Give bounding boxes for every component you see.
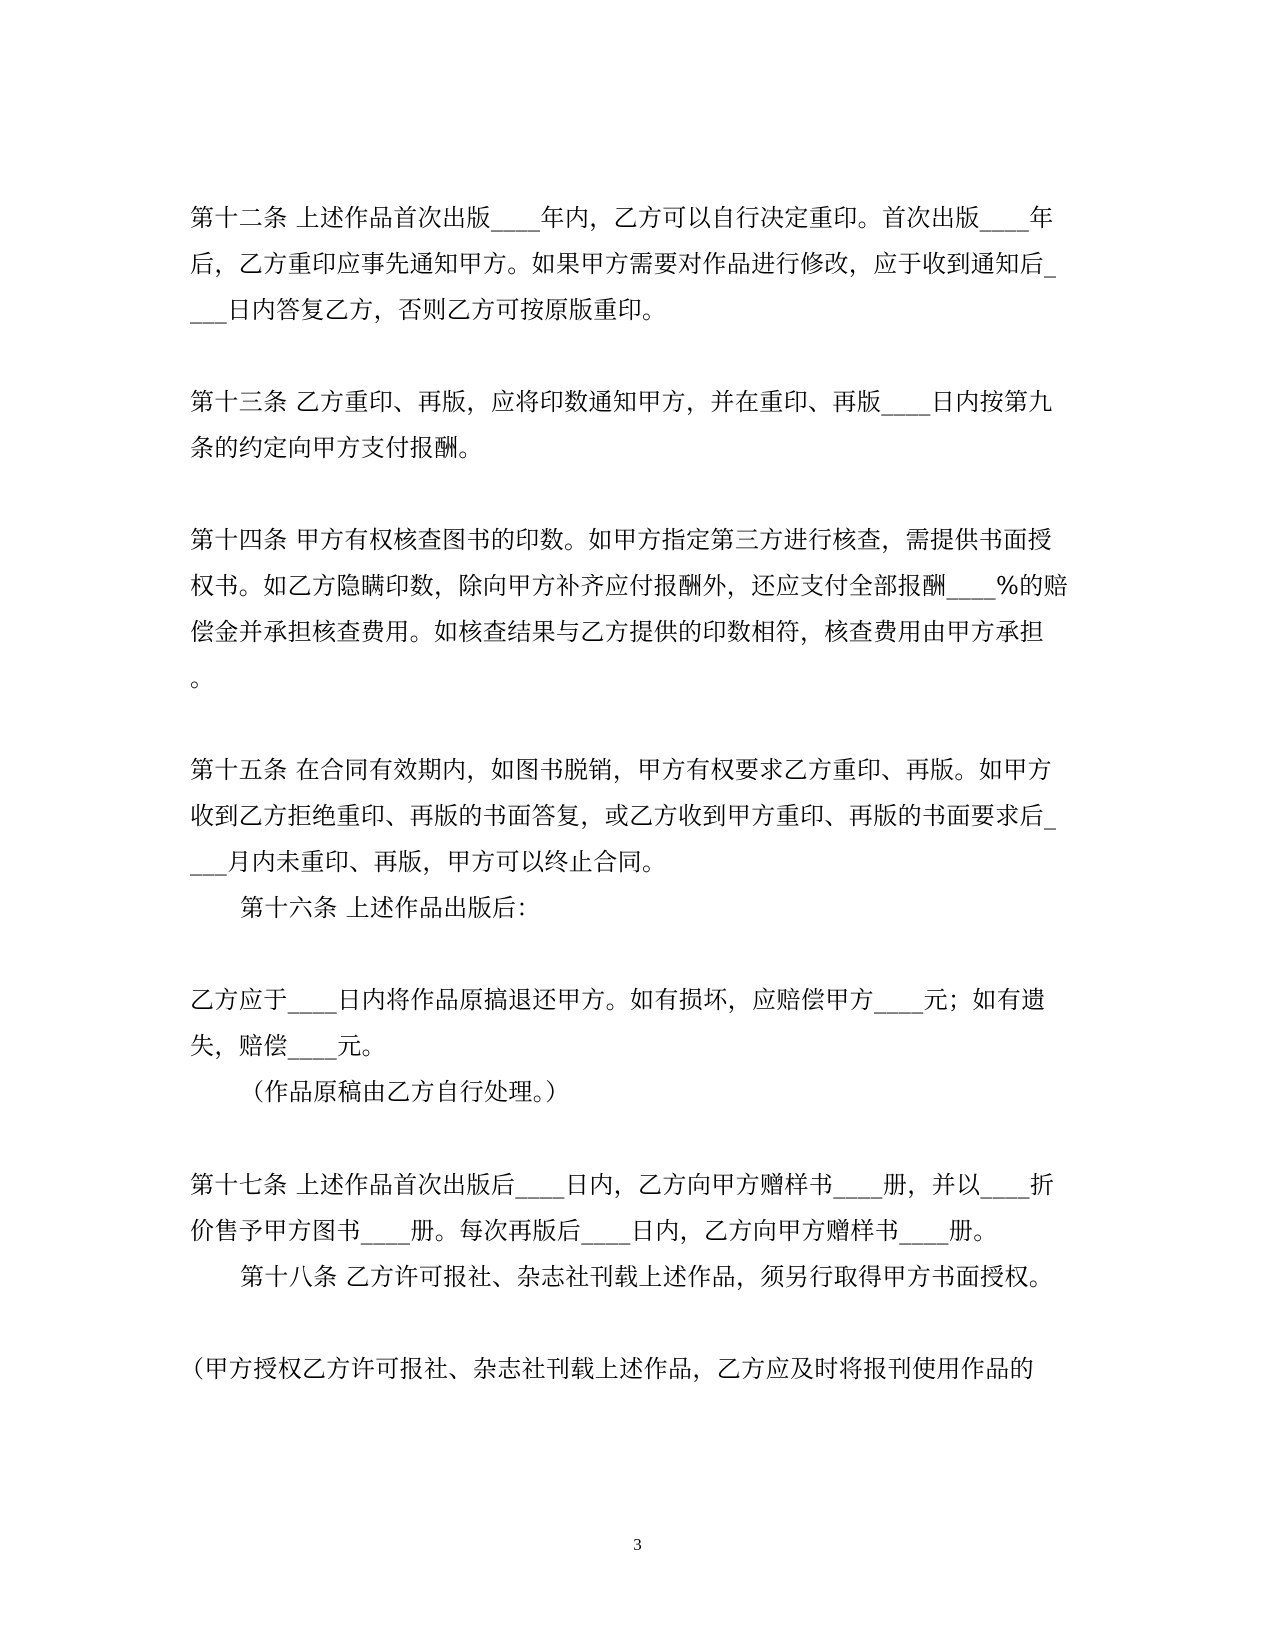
article-17-line-1: 第十七条 上述作品首次出版后____日内，乙方向甲方赠样书____册，并以____折	[190, 1171, 1055, 1199]
article-16-heading: 第十六条 上述作品出版后：	[240, 894, 541, 922]
page-number: 3	[633, 1535, 642, 1554]
article-18-note: （甲方授权乙方许可报社、杂志社刊载上述作品，乙方应及时将报刊使用作品的	[180, 1355, 1034, 1383]
article-13-line-2: 条的约定向甲方支付报酬。	[190, 434, 483, 462]
article-15-line-2: 收到乙方拒绝重印、再版的书面答复，或乙方收到甲方重印、再版的书面要求后_	[190, 802, 1057, 830]
article-14-line-3: 偿金并承担核查费用。如核查结果与乙方提供的印数相符，核查费用由甲方承担	[190, 618, 1044, 646]
article-14-line-4: 。	[190, 664, 215, 692]
article-17-line-2: 价售予甲方图书____册。每次再版后____日内，乙方向甲方赠样书____册。	[190, 1217, 998, 1245]
article-16-line-1: 乙方应于____日内将作品原搞退还甲方。如有损坏，应赔偿甲方____元；如有遗	[190, 986, 1046, 1014]
article-16-line-2: 失，赔偿____元。	[190, 1032, 386, 1060]
article-15-line-3: ___月内未重印、再版，甲方可以终止合同。	[190, 848, 667, 876]
article-12-line-3: ___日内答复乙方，否则乙方可按原版重印。	[190, 296, 667, 324]
article-15-line-1: 第十五条 在合同有效期内，如图书脱销，甲方有权要求乙方重印、再版。如甲方	[190, 756, 1053, 784]
article-14-line-2: 权书。如乙方隐瞒印数，除向甲方补齐应付报酬外，还应支付全部报酬____%的赔	[190, 572, 1069, 600]
article-12-line-2: 后，乙方重印应事先通知甲方。如果甲方需要对作品进行修改，应于收到通知后_	[190, 250, 1057, 278]
article-18-line-1: 第十八条 乙方许可报社、杂志社刊载上述作品，须另行取得甲方书面授权。	[240, 1263, 1054, 1291]
article-12-line-1: 第十二条 上述作品首次出版____年内，乙方可以自行决定重印。首次出版____年	[190, 204, 1054, 232]
article-14-line-1: 第十四条 甲方有权核查图书的印数。如甲方指定第三方进行核查，需提供书面授	[190, 526, 1053, 554]
article-13-line-1: 第十三条 乙方重印、再版，应将印数通知甲方，并在重印、再版____日内按第九	[190, 388, 1053, 416]
article-16-note: （作品原稿由乙方自行处理。）	[240, 1078, 570, 1106]
